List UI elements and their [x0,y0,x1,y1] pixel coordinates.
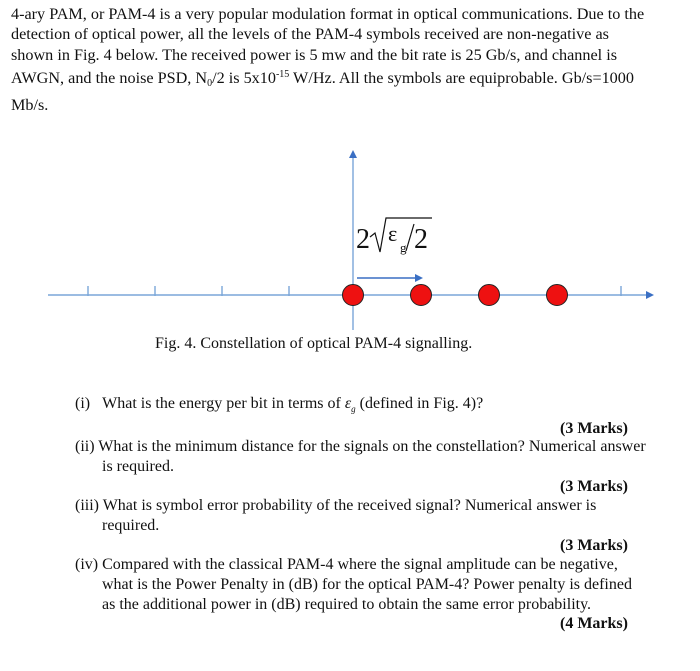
intro-line-3: shown in Fig. 4 below. The received power is 5 mw and the bit rate is 25 Gb/s, and channel is [11,45,618,64]
constellation-point-2 [479,285,500,306]
q1-marks: (3 Marks) [560,420,628,437]
question-2-line-2: is required. [102,458,174,475]
constellation-point-0 [343,285,364,306]
q1-epsilon-symbol: ε [344,395,352,412]
question-4-line-2: what is the Power Penalty in (dB) for the optical PAM-4? Power penalty is defined [102,576,632,593]
figure-caption: Fig. 4. Constellation of optical PAM-4 signalling. [155,335,473,352]
label-coefficient: 2 [356,224,370,255]
intro-line-1: 4-ary PAM, or PAM-4 is a very popular modulation format in optical communications. Due to the [11,5,645,23]
intro-line-4-post: W/Hz. All the symbols are equiprobable. Gb/s=1000 [289,69,634,88]
question-3-line-2: required. [102,517,160,534]
question-2-line-1: (ii) What is the minimum distance for the signals on the constellation? Numerical answer [75,438,646,455]
intro-exponent: -15 [275,69,290,81]
question-3-line-1: (iii) What is symbol error probability of the received signal? Numerical answer is [75,497,597,514]
distance-label [356,218,432,255]
constellation-figure [0,140,700,330]
intro-line-4 [11,65,691,94]
question-1 [75,395,483,414]
intro-line-4-pre: AWGN, and the noise PSD, N [11,69,208,88]
label-g: g [400,240,407,255]
question-4-line-1: (iv) Compared with the classical PAM-4 where the signal amplitude can be negative, [75,556,618,573]
label-divisor: 2 [414,224,428,255]
q4-marks: (4 Marks) [560,615,628,632]
q1-text-pre: What is the energy per bit in terms of [102,395,345,412]
constellation-point-1 [411,285,432,306]
intro-n0-subscript: 0 [207,78,213,90]
intro-line-4-mid: /2 is 5x10 [212,69,276,88]
q1-epsilon [344,395,356,415]
question-4-line-3: as the additional power in (dB) required to obtain the same error probability. [102,596,592,613]
q1-epsilon-subscript: g [351,404,356,415]
intro-line-2: detection of optical power, all the levels of the PAM-4 symbols received are non-negative as [11,25,609,44]
q2-marks: (3 Marks) [560,478,628,495]
q3-marks: (3 Marks) [560,537,628,554]
q1-text-post: (defined in Fig. 4)? [355,395,484,412]
intro-line-5: Mb/s. [11,95,49,114]
label-epsilon: ε [388,221,398,246]
constellation-point-3 [547,285,568,306]
q1-number: (i) [75,395,91,412]
label-slash [406,224,414,251]
problem-statement [11,4,691,115]
